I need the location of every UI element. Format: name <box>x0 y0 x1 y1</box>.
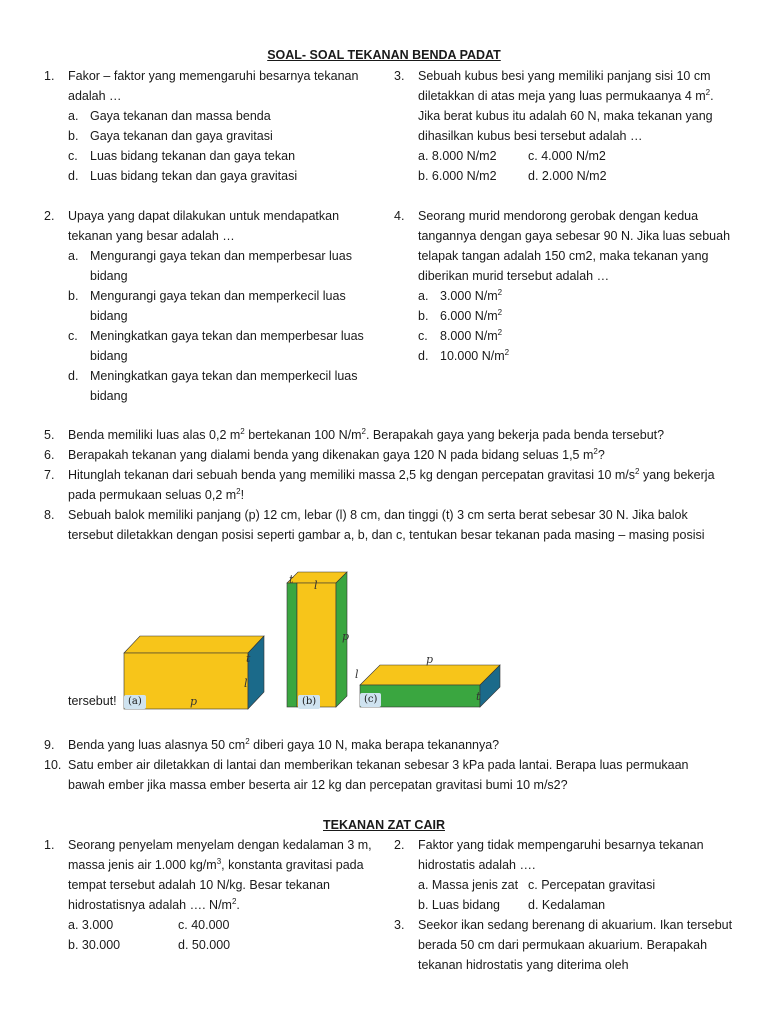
option: c. Meningkatkan gaya tekan dan memperbesar luas bidang <box>68 329 364 363</box>
options-grid: a. Massa jenis zat c. Percepatan gravitasi b. Luas bidang d. Kedalaman <box>418 878 656 912</box>
options-grid: a. 3.000 c. 40.000 b. 30.000 d. 50.000 <box>68 918 231 952</box>
label-l-b: l <box>314 579 318 592</box>
option: a. Mengurangi gaya tekan dan memperbesar luas bidang <box>68 249 352 283</box>
question-10: 10. Satu ember air diletakkan di lantai dan memberikan tekanan sebesar 3 kPa pada lantai. Berapa luas permukaan bawah ember jika massa ember beserta air 12 kg dan percepatan gravitasi bumi 10 m/s2? <box>44 758 689 792</box>
question-4: 4. Seorang murid mendorong gerobak dengan kedua tangannya dengan gaya sebesar 90 N. Jika luas sebuah telapak tangan adalah 150 cm2, maka tekanan yang diberikan murid tersebut adalah … <box>394 209 731 283</box>
label-l-c: l <box>355 668 359 681</box>
question-2: 2. Upaya yang dapat dilakukan untuk mendapatkan tekanan yang besar adalah … <box>44 209 340 243</box>
option: d. 10.000 $N/m^2$ <box>418 347 510 363</box>
option: d. Luas bidang tekan dan gaya gravitasi <box>68 169 298 183</box>
option: b. 6.000 $N/m^2$ <box>418 307 503 323</box>
label-p-c: p <box>426 653 434 666</box>
option: b. Gaya tekanan dan gaya gravitasi <box>68 129 273 143</box>
option: d. Meningkatkan gaya tekan dan memperkecil luas bidang <box>68 369 358 403</box>
block-b-face <box>297 583 336 707</box>
questions-9-10 <box>44 735 724 795</box>
options-grid: a. 8.000 N/m2 c. 4.000 N/m2 b. 6.000 N/m2 d. 2.000 N/m2 <box>418 149 607 183</box>
block-a-top <box>124 636 264 653</box>
zc-question-1: 1. Seorang penyelam menyelam dengan kedalaman 3 m, massa jenis air 1.000 $kg/m^3$, konstanta gravitasi pada tempat tersebut adalah 10 N/kg. Besar tekanan hidrostatisnya adalah …. $N/m^2$. <box>44 838 372 912</box>
label-p-b: p <box>342 630 350 643</box>
right-column-2 <box>394 835 734 975</box>
question-6: 6. Berapakah tekanan yang dialami benda yang dikenakan gaya 120 N pada bidang seluas 1,5 $m^2$? <box>44 446 605 462</box>
zc-question-2: 2. Faktor yang tidak mempengaruhi besarnya tekanan hidrostatis adalah …. <box>394 838 704 872</box>
left-column-2 <box>44 835 374 955</box>
tag-a: (a) <box>124 695 146 709</box>
question-7: 7. Hitunglah tekanan dari sebuah benda yang memiliki massa 2,5 kg dengan percepatan gravitasi 10 $m/s^2$ yang bekerja pada permukaan seluas 0,2 $m^2$! <box>44 466 715 502</box>
right-column <box>394 66 734 366</box>
tag-b: (b) <box>298 695 320 709</box>
question-8: 8. Sebuah balok memiliki panjang (p) 12 cm, lebar (l) 8 cm, dan tinggi (t) 3 cm serta berat sebesar 30 N. Jika balok tersebut diletakkan dengan posisi seperti gambar a, b, dan c, tentukan besar tekanan pada masing – masing posisi <box>44 508 705 542</box>
label-t-b: t <box>289 573 294 586</box>
option: a. Gaya tekanan dan massa benda <box>68 109 271 123</box>
balok-diagram <box>0 560 768 720</box>
question-1: 1. Fakor – faktor yang memengaruhi besarnya tekanan adalah … <box>44 69 359 103</box>
block-b-front <box>287 583 297 707</box>
label-p-a: p <box>190 695 198 708</box>
option: a. 3.000 $N/m^2$ <box>418 287 503 303</box>
question-9: 9. Benda yang luas alasnya 50 $cm^2$ diberi gaya 10 N, maka berapa tekanannya? <box>44 736 500 752</box>
label-t-c: t <box>476 690 481 703</box>
section-2-title: TEKANAN ZAT CAIR <box>323 818 445 832</box>
option: c. 8.000 $N/m^2$ <box>418 327 503 343</box>
label-t-a: t <box>246 652 251 665</box>
zc-question-3: 3. Seekor ikan sedang berenang di akuarium. Ikan tersebut berada 50 cm dari permukaan akuarium. Berapakah tekanan hidrostatis yang diterima oleh <box>394 918 733 972</box>
tag-c: (c) <box>360 693 381 707</box>
question-3: 3. Sebuah kubus besi yang memiliki panjang sisi 10 cm diletakkan di atas meja yang luas permukaanya 4 $m^2$. Jika berat kubus itu adalah 60 N, maka tekanan yang dihasilkan kubus besi tersebut adalah … <box>394 69 714 143</box>
left-column <box>44 66 374 406</box>
label-l-a: l <box>244 677 248 690</box>
questions-5-8 <box>44 425 724 545</box>
balok-figure <box>0 560 768 720</box>
question-8-tail: tersebut! <box>68 694 117 708</box>
option: b. Mengurangi gaya tekan dan memperkecil luas bidang <box>68 289 346 323</box>
block-c-top <box>360 665 500 685</box>
section-title: SOAL- SOAL TEKANAN BENDA PADAT <box>267 48 501 62</box>
question-5: 5. Benda memiliki luas alas 0,2 $m^2$ bertekanan 100 $N/m^2$. Berapakah gaya yang bekerja pada benda tersebut? <box>44 426 665 442</box>
option: c. Luas bidang tekanan dan gaya tekan <box>68 149 296 163</box>
